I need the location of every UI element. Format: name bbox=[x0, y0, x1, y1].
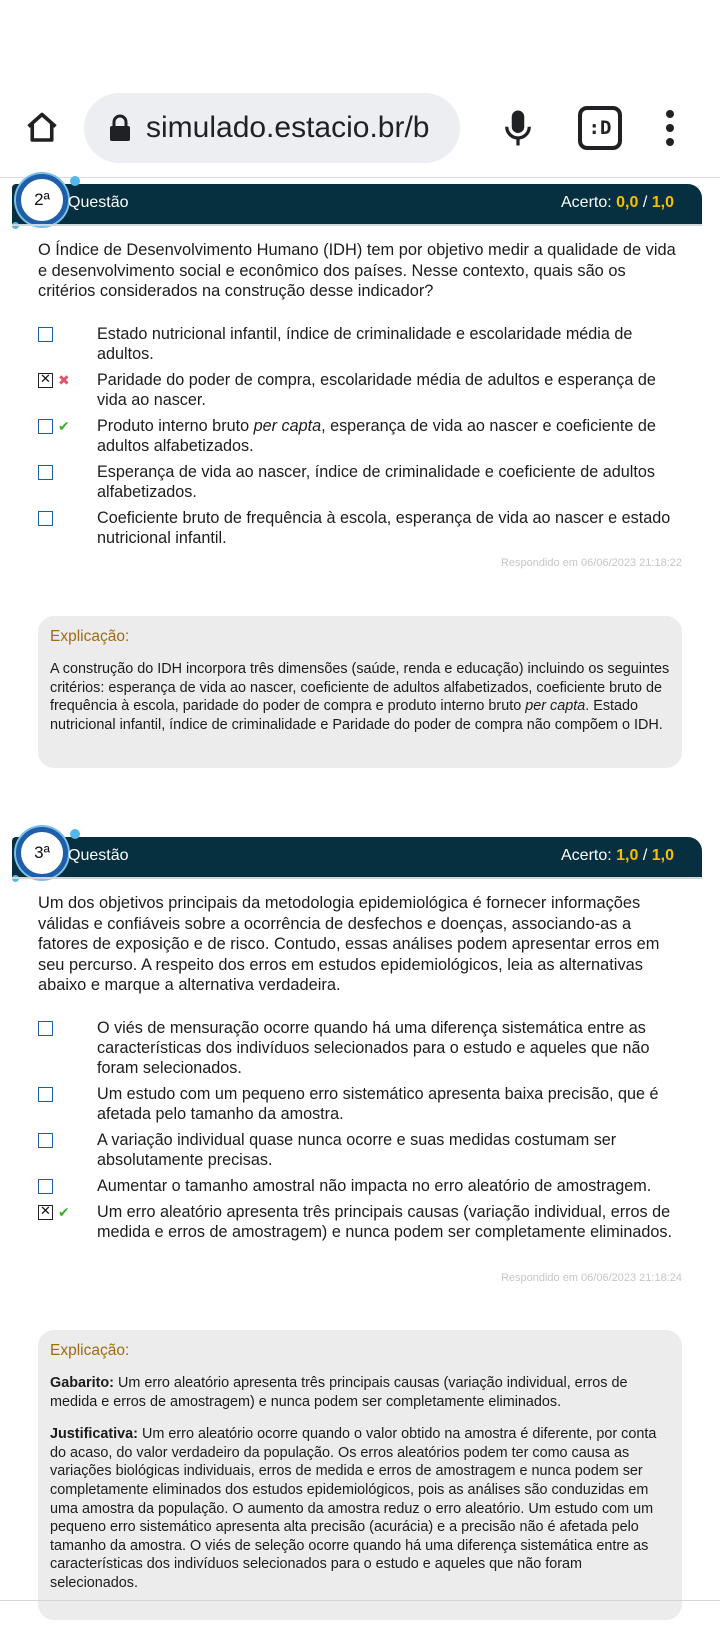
lock-icon bbox=[108, 114, 132, 142]
gabarito-label: Gabarito: bbox=[50, 1375, 114, 1391]
checkbox[interactable] bbox=[38, 1087, 53, 1102]
option-text: Coeficiente bruto de frequência à escola, esperança de vida ao nascer e estado nutricional infantil. bbox=[97, 509, 671, 547]
score-value: 0,0 bbox=[616, 194, 639, 211]
checkbox[interactable] bbox=[38, 1179, 53, 1194]
checkbox[interactable] bbox=[38, 511, 53, 526]
option-text-part: , esperança de vida ao nascer e coeficiente de adultos alfabetizados. bbox=[97, 417, 656, 455]
score bbox=[561, 847, 674, 865]
more-vertical-icon[interactable] bbox=[654, 104, 686, 152]
justificativa-body: Um erro aleatório ocorre quando o valor obtido na amostra é diferente, por conta do acaso, do valor verdadeiro da população. Os erros aleatórios podem ter como causa as variações biológicas individuais, erros de medida e erros de amostragem e nunca podem ser completamente eliminados dos estudos epidemiológicos, pois as análises são conduzidas em uma amostra da população. O aumento da amostra reduz o erro aleatório. Um estudo com um pequeno erro sistemático apresenta alta precisão (acurácia) e a precisão não é afetada pelo tamanho da amostra. O viés de seleção ocorre quando há uma diferença sistemática entre as características dos indivíduos selecionados para o estudo e aqueles que não foram selecionados. bbox=[50, 1426, 657, 1591]
option-text: O viés de mensuração ocorre quando há uma diferença sistemática entre as características dos indivíduos selecionados para o estudo e aqueles que não foram selecionados. bbox=[97, 1019, 650, 1077]
bottom-divider bbox=[0, 1600, 720, 1601]
score-total: 1,0 bbox=[651, 847, 674, 864]
microphone-icon[interactable] bbox=[494, 104, 542, 152]
score-value: 1,0 bbox=[616, 847, 639, 864]
tab-switcher-icon[interactable]: :D bbox=[578, 106, 622, 150]
explanation-title: Explicação: bbox=[50, 628, 130, 645]
question-prompt: Um dos objetivos principais da metodologia epidemiológica é fornecer informações válidas e confiáveis sobre a ocorrência de desfechos e doenças, associando-as a fatores de exposição e de risco. Contudo, essas análises podem apresentar erros em seu percurso. A respeito dos erros em estudos epidemiológicos, leia as alternativas abaixo e marque a alternativa verdadeira. bbox=[38, 894, 660, 994]
option-text: Paridade do poder de compra, escolaridade média de adultos e esperança de vida ao nascer. bbox=[97, 371, 656, 409]
score-total: 1,0 bbox=[651, 194, 674, 211]
explanation-text bbox=[50, 660, 670, 734]
question-header-2 bbox=[12, 184, 702, 224]
score-separator: / bbox=[642, 194, 648, 211]
question-label: Questão bbox=[68, 194, 129, 211]
checkbox-checked[interactable] bbox=[38, 373, 53, 388]
question-number: 3ª bbox=[34, 843, 50, 862]
explanation-italic: per capta bbox=[525, 698, 586, 715]
option-text: Um erro aleatório apresenta três principais causas (variação individual, erros de medida e erros de amostragem) e nunca podem ser completamente eliminados. bbox=[97, 1203, 672, 1241]
explanation-part: A construção do IDH incorpora três dimensões (saúde, renda e educação) incluindo os seguintes critérios: esperança de vida ao nascer, coeficiente de adultos alfabetizados, coeficiente bruto de frequência à escola, paridade do poder de compra e produto interno bruto bbox=[50, 661, 670, 715]
explanation-part: . Estado nutricional infantil, índice de criminalidade e Paridade do poder de compra não compõem o IDH. bbox=[50, 698, 663, 733]
option-text: Esperança de vida ao nascer, índice de criminalidade e coeficiente de adultos alfabetizados. bbox=[97, 463, 655, 501]
checkbox[interactable] bbox=[38, 465, 53, 480]
checkbox-checked[interactable] bbox=[38, 1205, 53, 1220]
option-text: Um estudo com um pequeno erro sistemático apresenta baixa precisão, que é afetada pelo tamanho da amostra. bbox=[97, 1085, 659, 1123]
option-text-italic: per capta bbox=[253, 417, 322, 435]
option-text: Aumentar o tamanho amostral não impacta no erro aleatório de amostragem. bbox=[97, 1177, 652, 1195]
checkbox[interactable] bbox=[38, 1021, 53, 1036]
correct-check-icon: ✔ bbox=[58, 1204, 70, 1220]
score bbox=[561, 194, 674, 212]
explanation-box bbox=[38, 616, 682, 768]
explanation-title: Explicação: bbox=[50, 1342, 130, 1359]
explanation-box bbox=[38, 1330, 682, 1620]
badge-bubble-icon bbox=[70, 176, 80, 186]
header-divider bbox=[12, 877, 702, 879]
question-prompt: O Índice de Desenvolvimento Humano (IDH) tem por objetivo medir a qualidade de vida e desenvolvimento social e econômico dos países. Nesse contexto, quais são os critérios considerados na construção desse indicador? bbox=[38, 241, 676, 300]
browser-toolbar bbox=[0, 0, 720, 178]
wrong-x-icon: ✖ bbox=[58, 372, 70, 388]
badge-bubble-icon bbox=[70, 829, 80, 839]
header-divider bbox=[12, 224, 702, 226]
checkbox[interactable] bbox=[38, 419, 53, 434]
checkbox[interactable] bbox=[38, 327, 53, 342]
score-prefix: Acerto: bbox=[561, 847, 612, 864]
address-bar[interactable] bbox=[84, 93, 460, 163]
justificativa-label: Justificativa: bbox=[50, 1426, 138, 1443]
gabarito-body: Um erro aleatório apresenta três principais causas (variação individual, erros de medida e erros de amostragem) e nunca podem ser completamente eliminados. bbox=[50, 1375, 628, 1410]
option-text: Estado nutricional infantil, índice de criminalidade e escolaridade média de adultos. bbox=[97, 325, 633, 363]
home-icon[interactable] bbox=[18, 104, 66, 152]
gabarito-text bbox=[50, 1374, 670, 1411]
checkbox[interactable] bbox=[38, 1133, 53, 1148]
option-text bbox=[97, 416, 687, 456]
correct-check-icon: ✔ bbox=[58, 418, 70, 434]
answered-timestamp: Respondido em 06/06/2023 21:18:24 bbox=[500, 1272, 682, 1284]
score-prefix: Acerto: bbox=[561, 194, 612, 211]
score-separator: / bbox=[642, 847, 648, 864]
question-number-badge bbox=[16, 827, 68, 879]
url-text: simulado.estacio.br/b bbox=[146, 111, 430, 144]
option-text: A variação individual quase nunca ocorre e suas medidas costumam ser absolutamente precisas. bbox=[97, 1131, 617, 1169]
question-number: 2ª bbox=[34, 190, 50, 209]
option-text-part: Produto interno bruto bbox=[97, 417, 254, 435]
question-number-badge bbox=[16, 174, 68, 226]
answered-timestamp: Respondido em 06/06/2023 21:18:22 bbox=[500, 557, 682, 569]
question-label: Questão bbox=[68, 847, 129, 864]
justificativa-text bbox=[50, 1425, 670, 1592]
question-header-3 bbox=[12, 837, 702, 877]
